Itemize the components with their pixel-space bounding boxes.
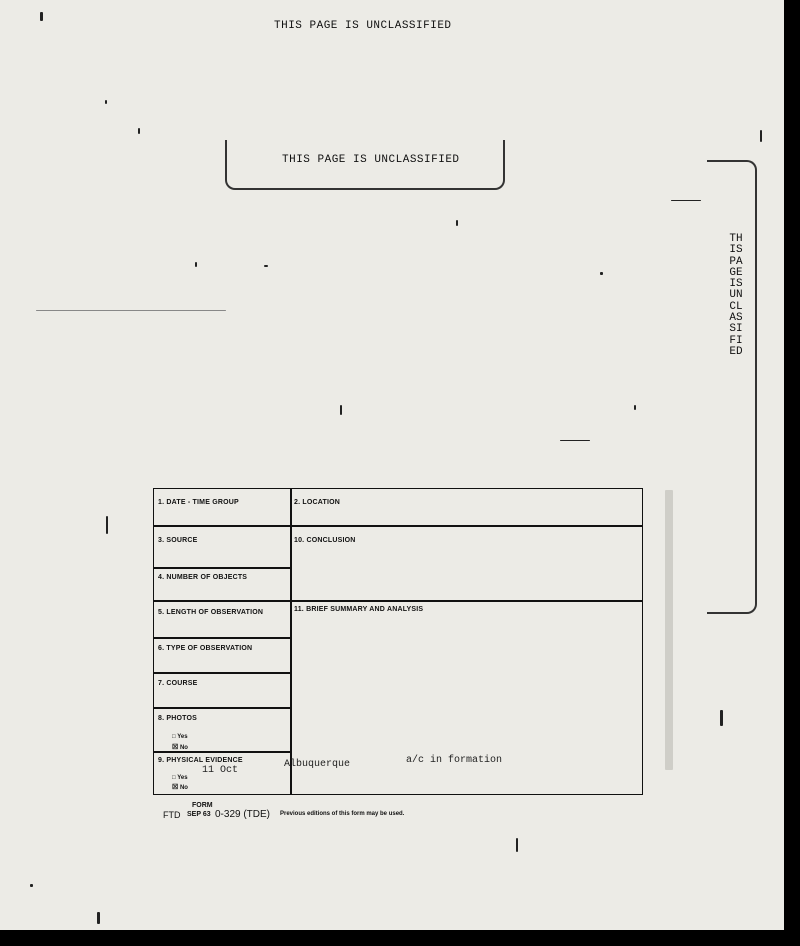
field-label-physical-evidence: 9. PHYSICAL EVIDENCE — [158, 757, 243, 764]
scan-speck — [195, 262, 197, 267]
field-label-number-of-objects: 4. NUMBER OF OBJECTS — [158, 574, 248, 581]
field-label-location: 2. LOCATION — [294, 499, 341, 506]
photos-yes-label: Yes — [177, 734, 188, 740]
form-footer-date: SEP 63 — [187, 811, 211, 818]
field-label-photos: 8. PHOTOS — [158, 715, 198, 722]
field-label-course: 7. COURSE — [158, 680, 198, 687]
physical-no-label: No — [179, 785, 188, 791]
scan-speck — [105, 100, 107, 104]
row-divider — [154, 637, 290, 639]
top-classification-banner: THIS PAGE IS UNCLASSIFIED — [274, 20, 452, 32]
photos-option-no[interactable] — [172, 743, 188, 751]
form-footer-label: FORM — [192, 802, 213, 809]
scan-speck — [40, 12, 43, 21]
row-divider — [154, 567, 290, 569]
field-label-brief-summary: 11. BRIEF SUMMARY AND ANALYSIS — [294, 606, 424, 613]
scan-speck — [340, 405, 342, 415]
scan-speck — [634, 405, 636, 410]
scan-speck — [456, 220, 458, 226]
row-divider — [154, 525, 642, 527]
scan-speck — [665, 490, 673, 770]
field-label-length-of-observation: 5. LENGTH OF OBSERVATION — [158, 609, 264, 616]
scan-speck — [30, 884, 33, 887]
scan-speck — [720, 710, 723, 726]
scan-speck — [671, 200, 701, 201]
scan-speck — [264, 265, 268, 267]
physical-option-no[interactable] — [172, 783, 188, 791]
mid-classification-banner: THIS PAGE IS UNCLASSIFIED — [282, 154, 460, 166]
row-divider — [154, 707, 290, 709]
checkbox-checked-icon: ☒ — [172, 784, 179, 791]
side-banner-bracket — [707, 160, 757, 614]
field-label-conclusion: 10. CONCLUSION — [294, 537, 356, 544]
row-divider — [154, 600, 642, 602]
row-divider — [154, 672, 290, 674]
scan-speck — [760, 130, 762, 142]
photos-no-label: No — [179, 745, 188, 751]
ufo-report-form — [153, 488, 643, 795]
date-value: 11 Oct — [202, 765, 239, 776]
photos-option-yes[interactable] — [172, 734, 188, 740]
scan-speck — [138, 128, 140, 134]
scan-speck — [97, 912, 100, 924]
summary-value: a/c in formation — [406, 755, 503, 766]
physical-yes-label: Yes — [177, 775, 188, 781]
form-footer-ftd: FTD — [163, 810, 181, 820]
checkbox-empty-icon: □ — [172, 775, 176, 781]
scan-speck — [36, 310, 226, 311]
field-label-source: 3. SOURCE — [158, 537, 198, 544]
physical-option-yes[interactable] — [172, 775, 188, 781]
checkbox-checked-icon: ☒ — [172, 744, 179, 751]
field-label-date-time-group: 1. DATE - TIME GROUP — [158, 499, 239, 506]
location-value: Albuquerque — [284, 759, 351, 770]
side-classification-banner: THIS PAGE IS UNCLASSIFIED — [729, 233, 750, 358]
scan-speck — [560, 440, 590, 441]
scan-speck — [600, 272, 603, 275]
form-footer-number: 0-329 (TDE) — [215, 809, 271, 820]
column-divider — [290, 489, 292, 794]
scan-speck — [516, 838, 518, 852]
checkbox-empty-icon: □ — [172, 734, 176, 740]
row-divider — [154, 751, 290, 753]
field-label-type-of-observation: 6. TYPE OF OBSERVATION — [158, 645, 253, 652]
scan-speck — [106, 516, 108, 534]
form-footer-note: Previous editions of this form may be used. — [280, 811, 405, 817]
